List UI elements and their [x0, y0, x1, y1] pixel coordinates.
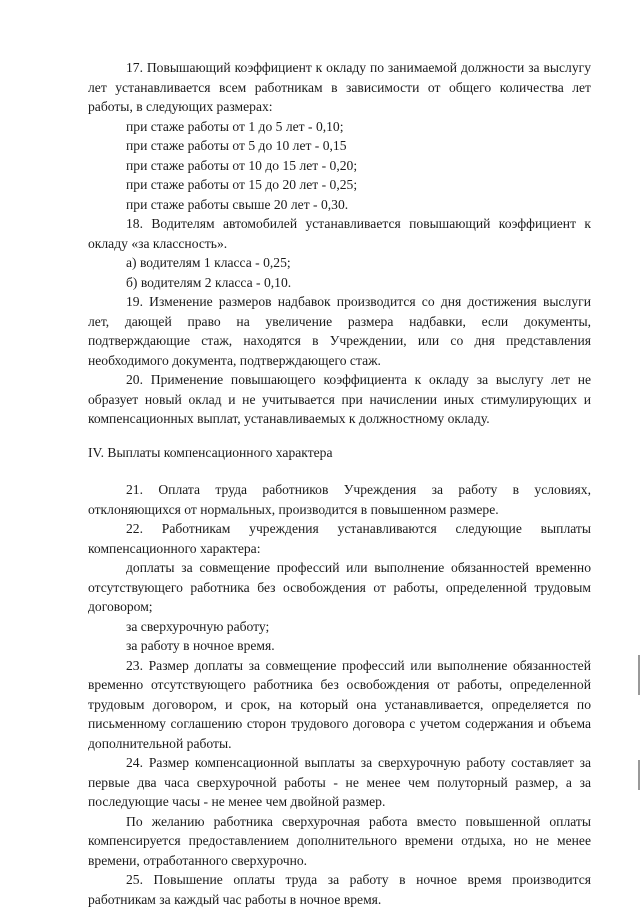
- list-item: при стаже работы от 10 до 15 лет - 0,20;: [126, 157, 358, 173]
- paragraph-21: 21. Оплата труда работников Учреждения за работу в условиях, отклоняющихся от нормальных, производится в повышенном размере.: [88, 482, 591, 517]
- paragraph-22-item-2: за сверхурочную работу;: [126, 618, 270, 634]
- list-item: при стаже работы от 5 до 10 лет - 0,15: [126, 138, 347, 153]
- list-item: при стаже работы от 1 до 5 лет - 0,10;: [126, 118, 344, 134]
- paragraph-22-item-3: за работу в ночное время.: [126, 638, 275, 653]
- paragraph-17: 17. Повышающий коэффициент к окладу по занимаемой должности за выслугу лет устанавливается всем работникам в зависимости от общего количества лет работы, в следующих размерах:: [88, 60, 591, 114]
- paragraph-18: 18. Водителям автомобилей устанавливается повышающий коэффициент к окладу «за классность».: [88, 216, 591, 251]
- paragraph-23: 23. Размер доплаты за совмещение профессий или выполнение обязанностей временно отсутствующего работника без освобождения от работы, определенной трудовым договором, и срок, на который она устанавливается, определяется по письменному соглашению сторон трудового договора с учетом содержания и объема дополнительной работы.: [88, 657, 591, 751]
- driver-class-list: [88, 253, 591, 292]
- paragraph-22: 22. Работникам учреждения устанавливаются следующие выплаты компенсационного характера:: [88, 521, 591, 556]
- paragraph-24: 24. Размер компенсационной выплаты за сверхурочную работу составляет за первые два часа сверхурочной работы - не менее чем полуторный размер, а за последующие часы - не менее чем двойной размер.: [88, 755, 591, 809]
- paragraph-22-item-1: доплаты за совмещение профессий или выполнение обязанностей временно отсутствующего работника без освобождения от работы, определенной трудовым договором;: [88, 560, 591, 614]
- paragraph-24-note: По желанию работника сверхурочная работа вместо повышенной оплаты компенсируется предоставлением дополнительного времени отдыха, но не менее времени, отработанного сверхурочно.: [88, 813, 591, 868]
- list-item: а) водителям 1 класса - 0,25;: [126, 255, 291, 270]
- list-item: при стаже работы свыше 20 лет - 0,30.: [126, 196, 349, 212]
- paragraph-19: 19. Изменение размеров надбавок производится со дня достижения выслуги лет, дающей право на увеличение размера надбавки, если документы, подтверждающие стаж, находятся в Учреждении, или со дня представления необходимого документа, подтверждающего стаж.: [88, 294, 591, 368]
- section-heading: IV. Выплаты компенсационного характера: [88, 444, 333, 460]
- seniority-rates-list: [88, 117, 591, 215]
- list-item: при стаже работы от 15 до 20 лет - 0,25;: [126, 177, 358, 192]
- list-item: б) водителям 2 класса - 0,10.: [126, 274, 292, 290]
- document-page: [88, 58, 591, 909]
- paragraph-20: 20. Применение повышающего коэффициента к окладу за выслугу лет не образует новый оклад и не учитывается при начислении иных стимулирующих и компенсационных выплат, устанавливаемых к должностному окладу.: [88, 372, 591, 426]
- paragraph-25: 25. Повышение оплаты труда за работу в ночное время производится работникам за каждый час работы в ночное время.: [88, 872, 591, 907]
